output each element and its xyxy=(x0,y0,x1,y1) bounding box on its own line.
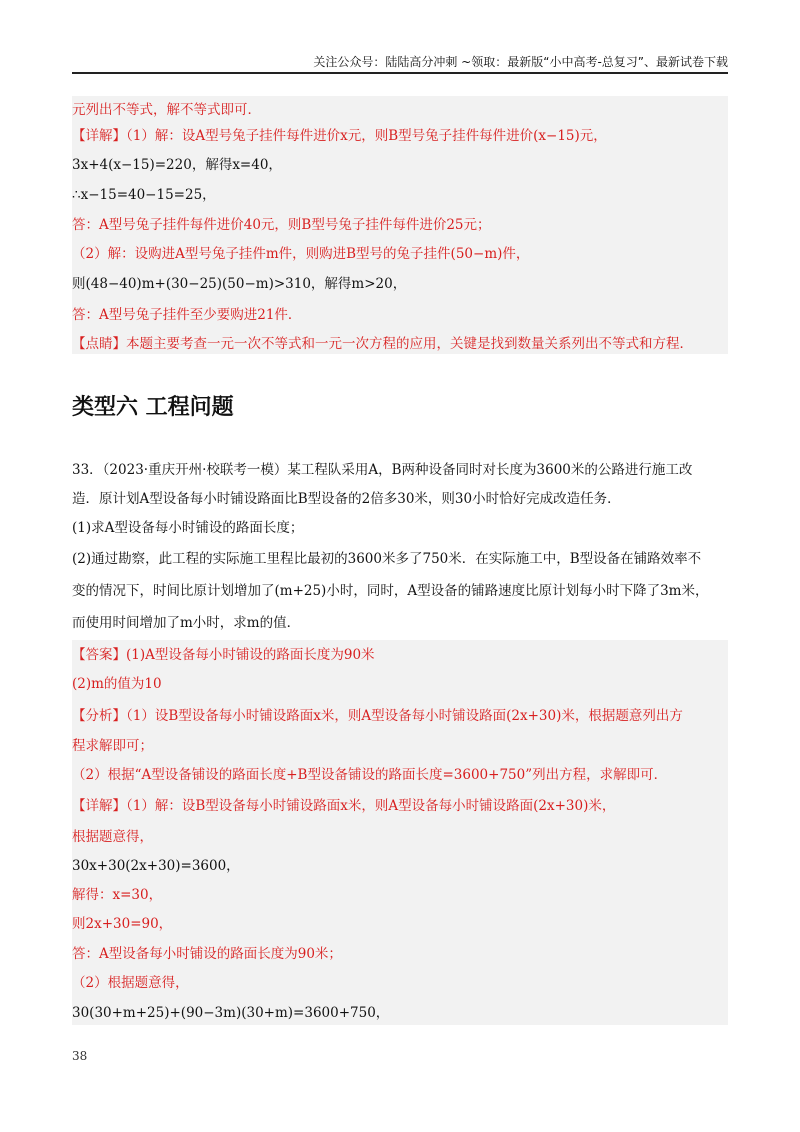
question-line: 而使用时间增加了m小时，求m的值． xyxy=(72,615,301,631)
question-line: (2)通过勘察，此工程的实际施工里程比最初的3600米多了750米．在实际施工中，B型设备在铺路效率不 xyxy=(72,551,702,567)
equation-line: ∴x−15=40−15=25， xyxy=(72,187,216,203)
question-line: 造．原计划A型设备每小时铺设路面比B型设备的2倍多30米，则30小时恰好完成改造任务． xyxy=(72,491,621,507)
equation-line: 30(30+m+25)+(90−3m)(30+m)=3600+750， xyxy=(72,1005,390,1021)
solution-line: 元列出不等式，解不等式即可． xyxy=(72,102,261,118)
page-number: 38 xyxy=(72,1049,88,1063)
detail-text: （1）解：设B型设备每小时铺设路面x米，则A型设备每小时铺设路面(2x+30)米， xyxy=(126,798,616,814)
detail-line xyxy=(72,796,615,816)
analysis-line: 程求解即可； xyxy=(72,738,153,754)
point-line xyxy=(72,334,693,354)
header-divider xyxy=(72,72,728,74)
answer-line: 答：A型号兔子挂件至少要购进21件． xyxy=(72,307,302,323)
equation-line: 3x+4(x−15)=220，解得x=40， xyxy=(72,157,282,173)
analysis-text: （1）设B型设备每小时铺设路面x米，则A型设备每小时铺设路面(2x+30)米，根据题意列出方 xyxy=(126,708,683,724)
answer-line: (2)m的值为10 xyxy=(72,676,162,692)
answer-line xyxy=(72,645,375,665)
detail-line: （2）根据题意得， xyxy=(72,975,189,991)
detail-tag: 【详解】 xyxy=(72,128,126,144)
analysis-line xyxy=(72,706,683,726)
detail-text: （1）解：设A型号兔子挂件每件进价x元，则B型号兔子挂件每件进价(x−15)元， xyxy=(126,128,607,144)
question-line: (1)求A型设备每小时铺设的路面长度； xyxy=(72,520,304,536)
solution-line: （2）解：设购进A型号兔子挂件m件，则购进B型号的兔子挂件(50−m)件， xyxy=(72,246,530,262)
equation-line: 30x+30(2x+30)=3600， xyxy=(72,858,240,874)
question-line: 33．（2023·重庆开州·校联考一模）某工程队采用A，B两种设备同时对长度为3600米的公路进行施工改 xyxy=(72,462,693,478)
equation-line: 则(48−40)m+(30−25)(50−m)>310，解得m>20， xyxy=(72,276,407,292)
analysis-tag: 【分析】 xyxy=(72,708,126,724)
answer-line: 答：A型号兔子挂件每件进价40元，则B型号兔子挂件每件进价25元； xyxy=(72,217,491,233)
solution-block-bottom xyxy=(72,640,728,1025)
detail-line: 答：A型设备每小时铺设的路面长度为90米； xyxy=(72,946,342,962)
answer-tag: 【答案】 xyxy=(72,647,126,663)
detail-line: 则2x+30=90， xyxy=(72,916,173,932)
point-tag: 【点睛】 xyxy=(72,336,126,352)
section-heading: 类型六 工程问题 xyxy=(72,395,234,420)
page-header: 关注公众号：陆陆高分冲刺 ~领取：最新版“小中高考-总复习”、最新试卷下载 xyxy=(313,55,728,69)
question-line: 变的情况下，时间比原计划增加了(m+25)小时，同时，A型设备的铺路速度比原计划每小时下降了3m米， xyxy=(72,583,709,599)
answer-text: (1)A型设备每小时铺设的路面长度为90米 xyxy=(126,647,375,663)
point-text: 本题主要考查一元一次不等式和一元一次方程的应用，关键是找到数量关系列出不等式和方程． xyxy=(126,336,693,352)
detail-tag: 【详解】 xyxy=(72,798,126,814)
solution-detail-line xyxy=(72,126,607,146)
detail-line: 根据题意得， xyxy=(72,829,153,845)
detail-line: 解得：x=30， xyxy=(72,887,163,903)
analysis-line: （2）根据“A型设备铺设的路面长度+B型设备铺设的路面长度=3600+750”列出方程，求解即可． xyxy=(72,767,668,783)
